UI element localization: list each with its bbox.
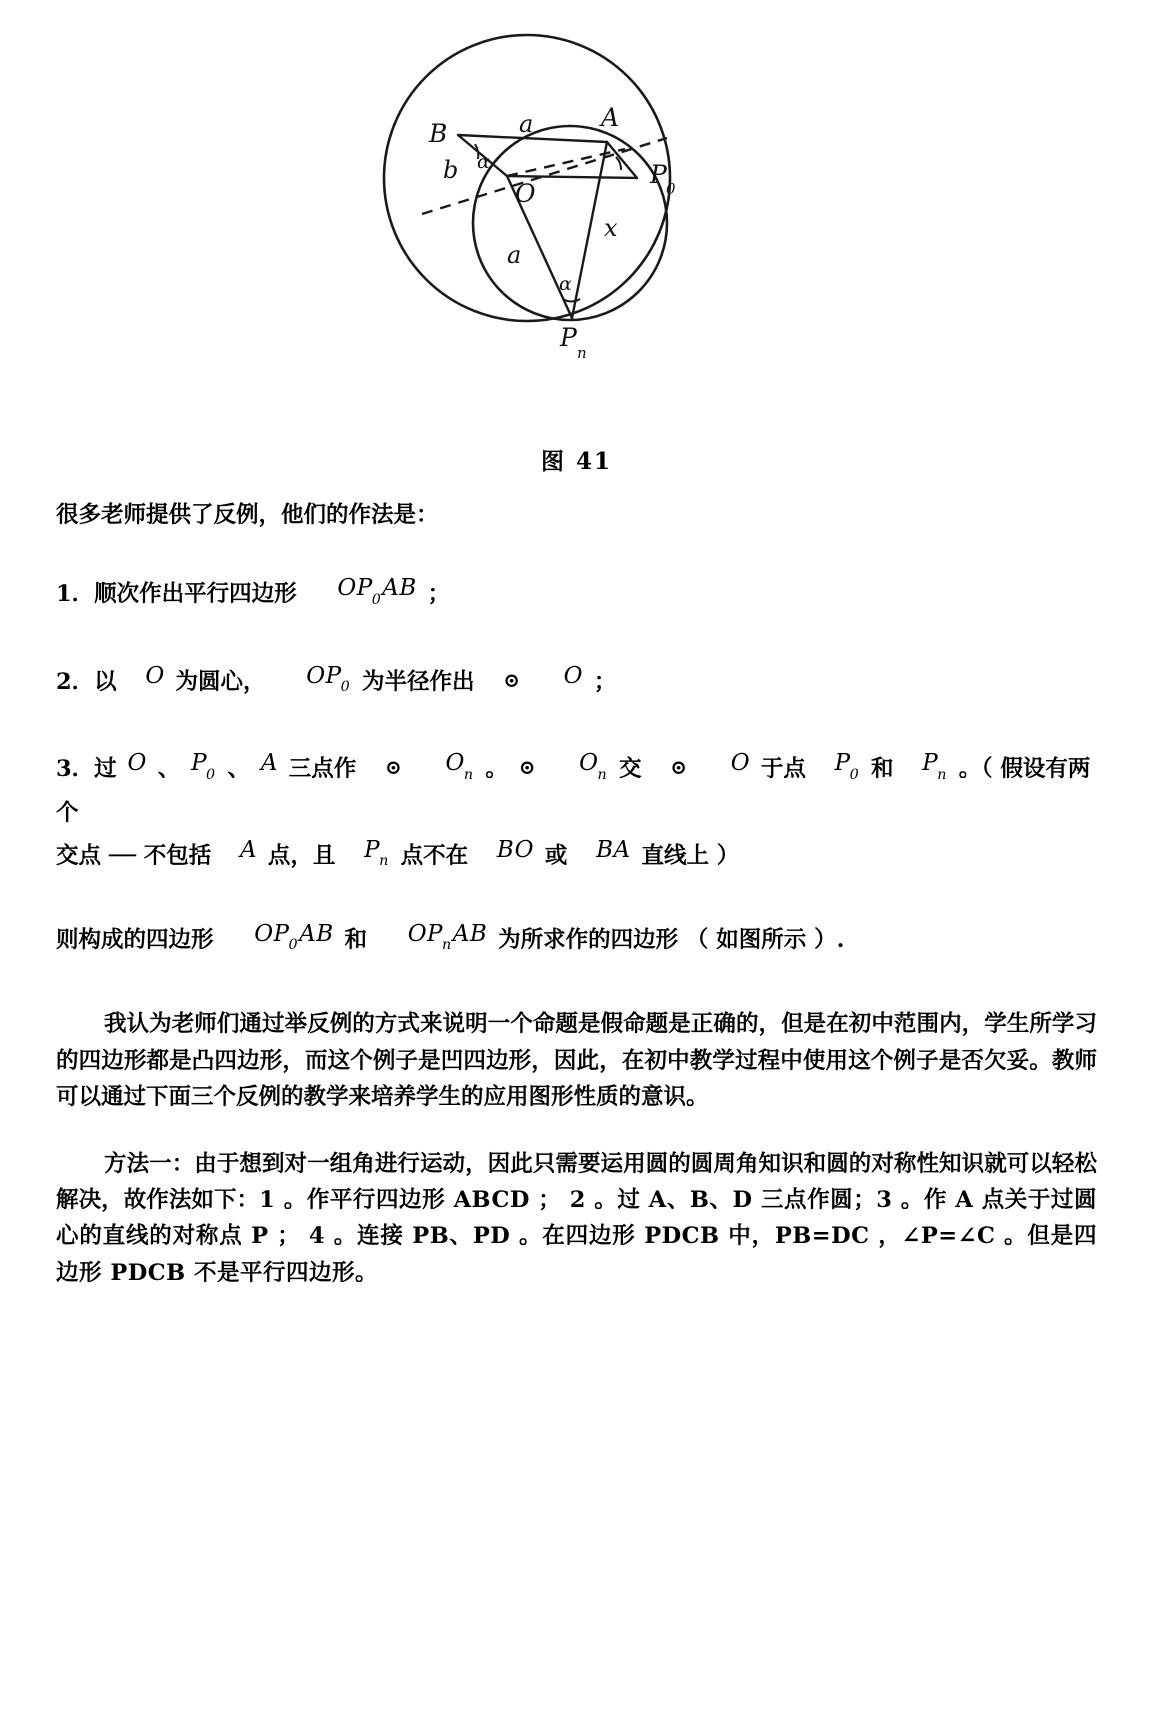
figure-label-alpha-B: α bbox=[476, 151, 490, 173]
step2-math-OP0 bbox=[303, 662, 354, 696]
step3-math-sub-n-3: n bbox=[937, 766, 947, 783]
step2-number-text: 2．以 bbox=[56, 668, 117, 695]
step2-text-2: 为半径作出 bbox=[362, 668, 475, 695]
segment-OP0 bbox=[507, 176, 637, 178]
step3-math-sub-n-2: n bbox=[597, 766, 608, 783]
step3-math-P: P bbox=[191, 750, 208, 777]
lead-paragraph: 很多老师提供了反例，他们的作法是： bbox=[56, 502, 439, 528]
step4-text-2: 和 bbox=[344, 926, 367, 953]
figure-label-P0-sub: 0 bbox=[665, 180, 676, 198]
step4-math-OP0AB bbox=[251, 920, 336, 954]
step3-math-O2: O bbox=[445, 750, 465, 777]
step3-punct-4: 。 bbox=[485, 756, 508, 783]
step3-text-3: 三点作 bbox=[288, 756, 357, 783]
method-one-body: 由于想到对一组角进行运动，因此只需要运用圆的圆周角知识和圆的对称性知识就可以轻松解决，故作法如下： bbox=[56, 1150, 1097, 1213]
segment-APn bbox=[572, 142, 607, 318]
step4-math-sub-n: n bbox=[442, 937, 452, 954]
step2-math-O: O bbox=[145, 662, 165, 689]
step2-math-sub-0: 0 bbox=[340, 679, 351, 696]
step4-math-OPnAB bbox=[405, 920, 491, 954]
step3-sep-2: 、 bbox=[227, 756, 250, 783]
step3-math-sub-n-4: n bbox=[379, 853, 389, 870]
step1-math-sub-0: 0 bbox=[371, 591, 382, 608]
step4-math-AB2: AB bbox=[452, 920, 488, 947]
step3-math-O4: O bbox=[730, 750, 751, 777]
angle-arc-Pn bbox=[563, 299, 580, 301]
step3-math-sub-n-1: n bbox=[463, 766, 474, 783]
figure-label-P0: P bbox=[649, 160, 667, 189]
construction-step-3 bbox=[56, 748, 1097, 878]
step3-line2-d: 或 bbox=[544, 842, 568, 869]
step3-math-sub-0: 0 bbox=[206, 766, 216, 783]
step3-line2-c: 点不在 bbox=[400, 842, 469, 869]
discussion-paragraph: 我认为老师们通过举反例的方式来说明一个命题是假命题是正确的，但是在初中范围内，学生所学习的四边形都是凸四边形，而这个例子是凹四边形，因此，在初中教学过程中使用这个例子是否欠妥。教师可以通过下面三个反例的教学来培养学生的应用图形性质的意识。 bbox=[56, 1011, 1097, 1111]
method-one-steps: 1 。作平行四边形 ABCD ； 2 。过 A、B、D 三点作圆；3 。作 A 点关于过圆心的直线的对称点 P ； 4 。连接 PB、PD 。在四边形 PDCB 中，PB=DC ，∠P=∠C 。但是四边形 PDCB 不是平行四边形。 bbox=[56, 1186, 1097, 1286]
document-body bbox=[0, 497, 1153, 1291]
step3-line2-b: 点，且 bbox=[267, 842, 336, 869]
step3-math-P2: P bbox=[834, 750, 851, 777]
step4-math-sub-0: 0 bbox=[288, 937, 299, 954]
step4-math-OP: OP bbox=[254, 920, 290, 947]
figure-label-Pn: P bbox=[559, 323, 577, 352]
step3-text-6: 于点 bbox=[760, 756, 806, 783]
step3-text-8: 。（ 假设有两个 bbox=[56, 756, 1091, 827]
dashed-chord bbox=[507, 149, 625, 176]
figure-label-B: B bbox=[428, 119, 447, 148]
step1-math-OP: OP bbox=[337, 575, 373, 601]
step3-text-7: 和 bbox=[871, 756, 894, 783]
geometry-figure bbox=[0, 18, 1153, 475]
step3-math-P4: P bbox=[364, 836, 381, 863]
step3-math-P0 bbox=[188, 750, 220, 783]
step2-end-punct: ； bbox=[593, 668, 617, 695]
step1-math-AB: AB bbox=[382, 575, 417, 601]
step3-math-P3: P bbox=[922, 750, 939, 777]
step3-math-O3: O bbox=[579, 750, 599, 777]
odot-icon-2: ⊙ bbox=[518, 755, 536, 780]
step3-line2-a: 交点 ── 不包括 bbox=[56, 842, 212, 869]
figure-label-b: b bbox=[442, 156, 458, 184]
figure-label-a-mid: a bbox=[506, 241, 521, 269]
step3-math-Pn bbox=[919, 750, 951, 783]
step3-math-A: A bbox=[260, 750, 278, 777]
step4-math-OP2: OP bbox=[407, 920, 444, 947]
step1-end-punct: ； bbox=[427, 581, 451, 607]
step3-math-Pn-2 bbox=[361, 836, 393, 870]
odot-icon-1: ⊙ bbox=[385, 755, 402, 780]
odot-icon-3: ⊙ bbox=[670, 755, 688, 780]
step3-line2-e: 直线上 ） bbox=[641, 842, 740, 869]
step3-math-P0-2 bbox=[832, 750, 864, 783]
step3-math-O: O bbox=[127, 750, 147, 777]
figure-label-Pn-sub: n bbox=[576, 344, 587, 362]
step2-text-1: 为圆心， bbox=[175, 668, 266, 695]
figure-label-alpha-Pn: α bbox=[558, 273, 572, 295]
step3-math-BA: BA bbox=[596, 836, 631, 863]
step3-math-BO: BO bbox=[496, 836, 535, 863]
odot-icon: ⊙ bbox=[503, 667, 520, 692]
figure-label-A: A bbox=[600, 103, 619, 132]
step2-math-circle-O: O bbox=[563, 662, 584, 689]
step3-number-text: 3．过 bbox=[56, 756, 117, 783]
method-one-paragraph bbox=[56, 1146, 1097, 1292]
step4-text-1: 则构成的四边形 bbox=[56, 926, 214, 953]
step3-math-sub-0-2: 0 bbox=[849, 766, 860, 783]
figure-label-a-top: a bbox=[518, 110, 533, 138]
step3-text-5: 交 bbox=[619, 756, 642, 783]
step3-math-On-2 bbox=[576, 750, 611, 783]
step4-math-AB: AB bbox=[299, 920, 334, 947]
construction-step-1 bbox=[56, 573, 1097, 617]
figure-caption: 图 41 bbox=[540, 448, 612, 475]
method-one-heading: 方法一： bbox=[104, 1150, 195, 1177]
step2-math-OP: OP bbox=[306, 662, 342, 689]
step3-sep-1: 、 bbox=[157, 756, 181, 783]
geometry-figure-svg bbox=[367, 18, 787, 418]
step3-math-On-1 bbox=[442, 750, 477, 783]
figure-label-O: O bbox=[514, 179, 535, 208]
step3-math-A2: A bbox=[239, 836, 258, 863]
step1-number-text: 1．顺次作出平行四边形 bbox=[56, 581, 297, 607]
construction-conclusion bbox=[56, 919, 1097, 963]
step1-math-OP0AB bbox=[334, 575, 419, 608]
step4-text-3: 为所求作的四边形 （ 如图所示 ）. bbox=[498, 926, 845, 953]
figure-label-x: x bbox=[603, 214, 618, 242]
construction-step-2 bbox=[56, 661, 1097, 705]
